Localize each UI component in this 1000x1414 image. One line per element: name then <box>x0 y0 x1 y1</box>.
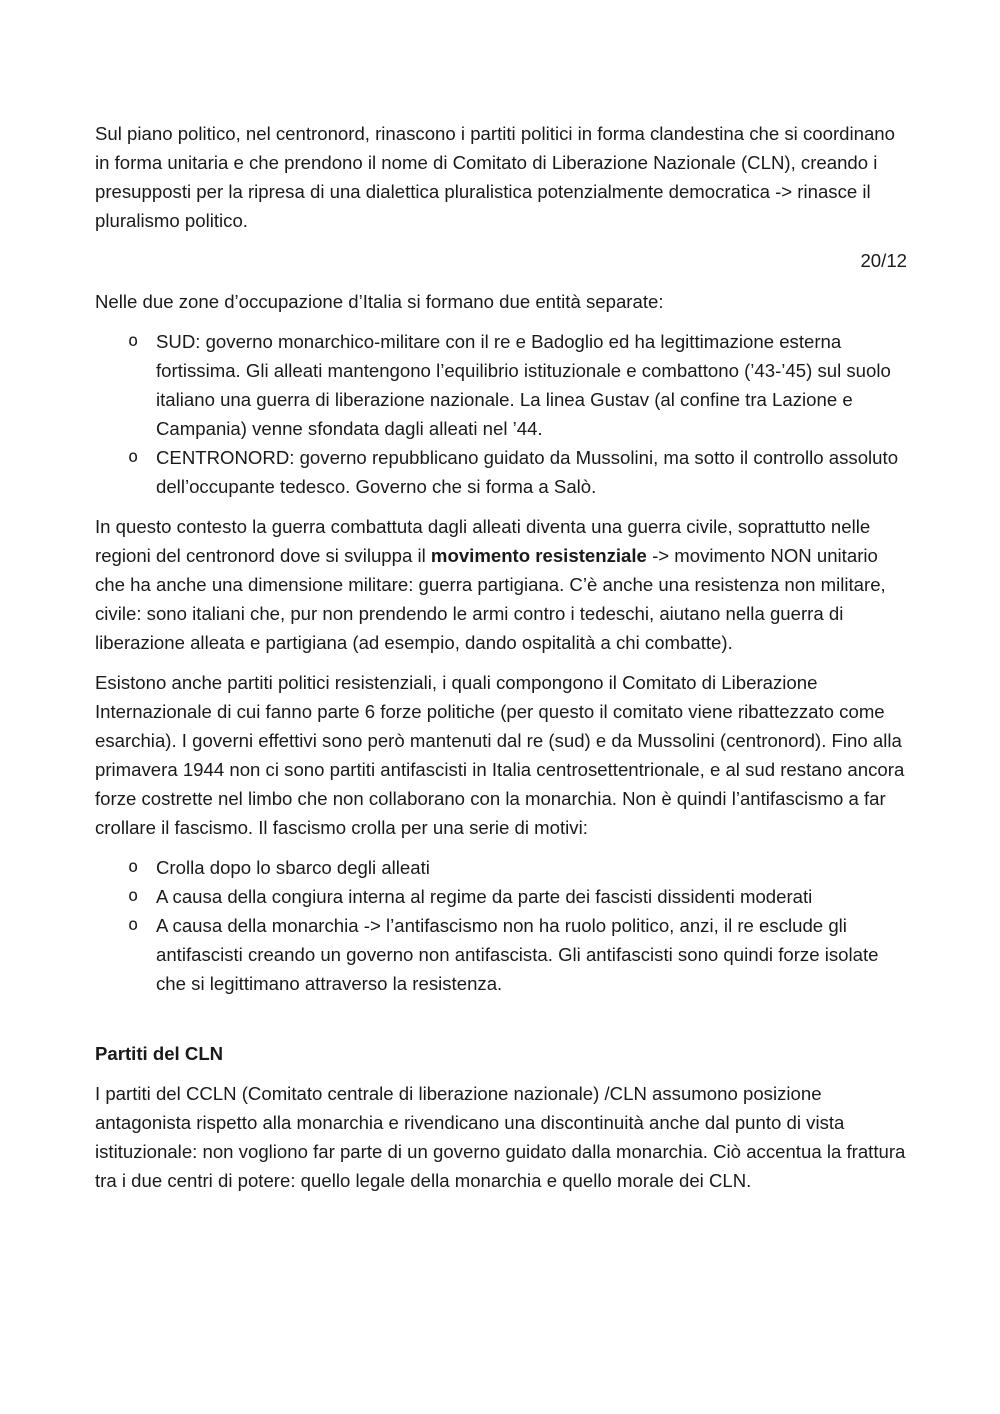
paragraph-resistance <box>95 512 907 657</box>
zones-list <box>95 327 907 501</box>
paragraph-two-zones: Nelle due zone d’occupazione d’Italia si formano due entità separate: <box>95 291 664 312</box>
paragraph-resistance-parties: Esistono anche partiti politici resistenziali, i quali compongono il Comitato di Liberazione Internazionale di cui fanno parte 6 forze politiche (per questo il comitato viene ribattezzato come esarchia). I governi effettivi sono però mantenuti dal re (sud) e da Mussolini (centronord). Fino alla primavera 1944 non ci sono partiti antifascisti in Italia centrosettentrionale, e al sud restano ancora forze costrette nel limbo che non collaborano con la monarchia. Non è quindi l’antifascismo a far crollare il fascismo. Il fascismo crolla per una serie di motivi: <box>95 672 905 838</box>
list-item-text: Crolla dopo lo sbarco degli alleati <box>156 857 430 878</box>
date-label: 20/12 <box>860 250 907 271</box>
paragraph-text: In questo contesto la guerra combattuta dagli alleati diventa una guerra civile, soprattutto nelle regioni del centronord dove si sviluppa il <box>95 516 871 566</box>
list-item <box>95 882 907 911</box>
list-item-text: A causa della monarchia -> l’antifascismo non ha ruolo politico, anzi, il re esclude gli antifascisti creando un governo non antifascista. Gli antifascisti sono quindi forze isolate che si legittimano attraverso la resistenza. <box>156 915 879 994</box>
paragraph-cln-origin: Sul piano politico, nel centronord, rinascono i partiti politici in forma clandestina che si coordinano in forma unitaria e che prendono il nome di Comitato di Liberazione Nazionale (CLN), creando i presupposti per la ripresa di una dialettica pluralistica potenzialmente democratica -> rinasce il pluralismo politico. <box>95 123 895 231</box>
fascism-collapse-list <box>95 853 907 998</box>
bullet-marker: o <box>128 915 139 935</box>
section-heading: Partiti del CLN <box>95 1043 224 1064</box>
list-item-text: SUD: governo monarchico-militare con il re e Badoglio ed ha legittimazione esterna fortissima. Gli alleati mantengono l’equilibrio istituzionale e combattono (’43-’45) sul suolo italiano una guerra di liberazione nazionale. La linea Gustav (al confine tra Lazione e Campania) venne sfondata dagli alleati nel ’44. <box>156 331 891 439</box>
bullet-marker: o <box>128 857 139 877</box>
bullet-marker: o <box>128 886 139 906</box>
list-item-centronord <box>95 443 907 501</box>
paragraph-text: -> movimento NON unitario che ha anche una dimensione militare: guerra partigiana. C’è anche una resistenza non militare, civile: sono italiani che, pur non prendendo le armi contro i tedeschi, aiutano nella guerra di liberazione alleata e partigiana (ad esempio, dando ospitalità a chi combatte). <box>95 545 886 653</box>
list-item-text: CENTRONORD: governo repubblicano guidato da Mussolini, ma sotto il controllo assoluto dell’occupante tedesco. Governo che si forma a Salò. <box>156 447 899 497</box>
paragraph-cln-parties: I partiti del CCLN (Comitato centrale di liberazione nazionale) /CLN assumono posizione antagonista rispetto alla monarchia e rivendicano una discontinuità anche dal punto di vista istituzionale: non vogliono far parte di un governo guidato dalla monarchia. Ciò accentua la frattura tra i due centri di potere: quello legale della monarchia e quello morale dei CLN. <box>95 1083 906 1191</box>
list-item <box>95 911 907 998</box>
list-item-text: A causa della congiura interna al regime da parte dei fascisti dissidenti moderati <box>156 886 813 907</box>
document-page <box>95 119 907 1206</box>
bold-term: movimento resistenziale <box>430 545 647 566</box>
bullet-marker: o <box>128 331 139 351</box>
list-item-sud <box>95 327 907 443</box>
list-item <box>95 853 907 882</box>
bullet-marker: o <box>128 447 139 467</box>
